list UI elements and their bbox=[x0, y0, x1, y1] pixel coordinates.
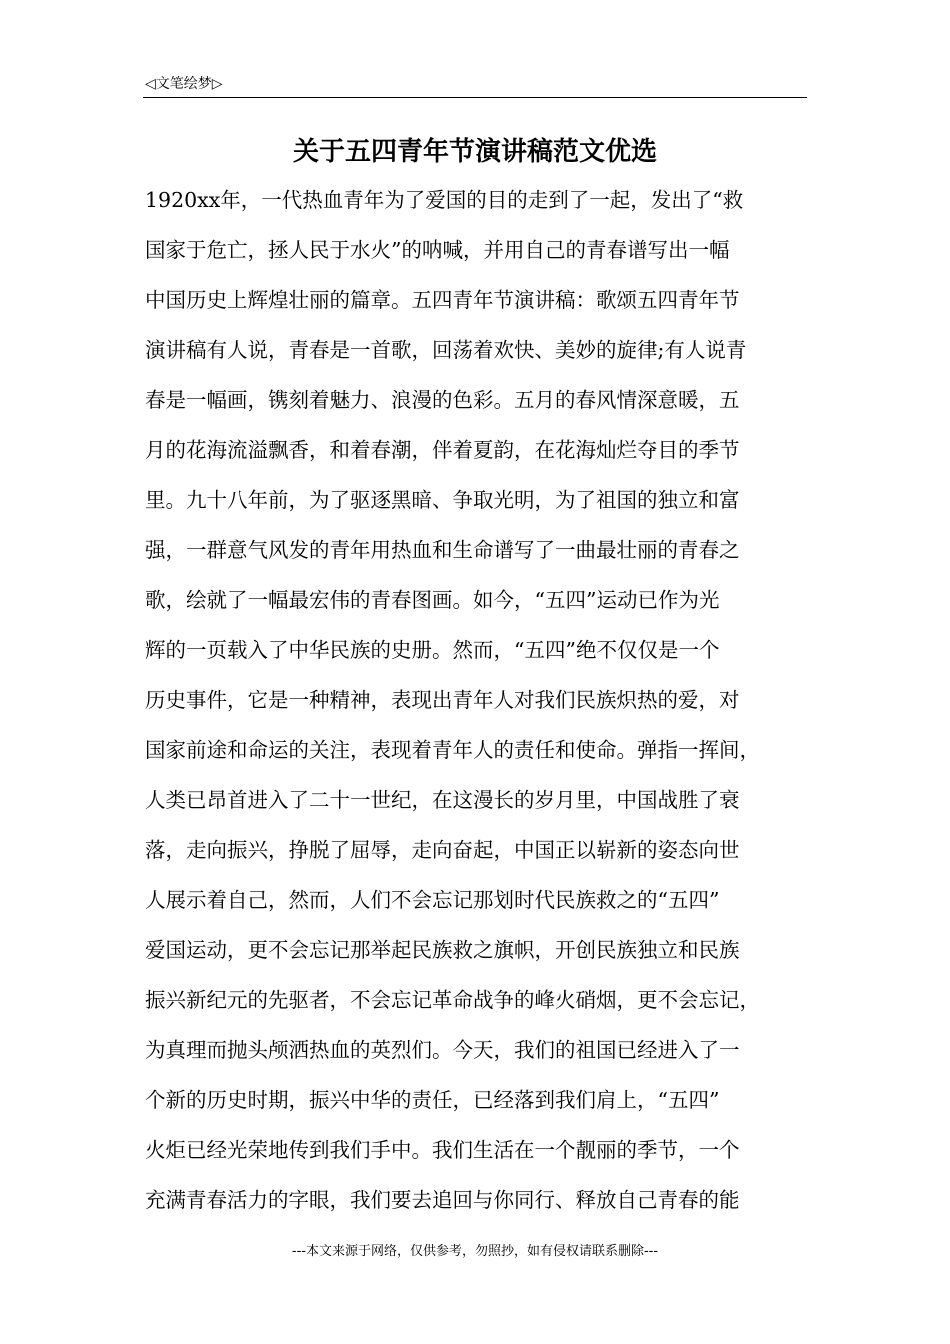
body-line: 爱国运动，更不会忘记那举起民族救之旗帜，开创民族独立和民族 bbox=[145, 938, 740, 962]
body-line: 国家于危亡，拯人民于水火”的呐喊，并用自己的青春谱写出一幅 bbox=[145, 238, 730, 262]
body-line: 人类已昂首进入了二十一世纪，在这漫长的岁月里，中国战胜了衰 bbox=[145, 788, 740, 812]
body-line: 春是一幅画，镌刻着魅力、浪漫的色彩。五月的春风情深意暖，五 bbox=[145, 388, 740, 412]
body-line: 辉的一页载入了中华民族的史册。然而，“五四”绝不仅仅是一个 bbox=[145, 638, 720, 662]
body-text bbox=[145, 180, 815, 1230]
body-line: 强，一群意气风发的青年用热血和生命谱写了一曲最壮丽的青春之 bbox=[145, 538, 740, 562]
body-line: 月的花海流溢飘香，和着春潮，伴着夏韵，在花海灿烂夺目的季节 bbox=[145, 438, 740, 462]
body-line: 火炬已经光荣地传到我们手中。我们生活在一个靓丽的季节，一个 bbox=[145, 1138, 740, 1162]
body-line: 中国历史上辉煌壮丽的篇章。五四青年节演讲稿：歌颂五四青年节 bbox=[145, 288, 740, 312]
body-line: 国家前途和命运的关注，表现着青年人的责任和使命。弹指一挥间， bbox=[145, 738, 760, 762]
body-line: 充满青春活力的字眼，我们要去追回与你同行、释放自己青春的能 bbox=[145, 1188, 740, 1212]
body-line: 歌，绘就了一幅最宏伟的青春图画。如今，“五四”运动已作为光 bbox=[145, 588, 720, 612]
body-line: 个新的历史时期，振兴中华的责任，已经落到我们肩上，“五四” bbox=[145, 1088, 720, 1112]
body-line: 为真理而抛头颅洒热血的英烈们。今天，我们的祖国已经进入了一 bbox=[145, 1038, 740, 1062]
document-title: 关于五四青年节演讲稿范文优选 bbox=[292, 137, 657, 167]
body-line: 演讲稿有人说，青春是一首歌，回荡着欢快、美妙的旋律;有人说青 bbox=[145, 338, 747, 362]
body-line: 振兴新纪元的先驱者，不会忘记革命战争的峰火硝烟，更不会忘记， bbox=[145, 988, 760, 1012]
body-line: 1920xx年，一代热血青年为了爱国的目的走到了一起，发出了“救 bbox=[145, 188, 744, 212]
header-label: ◁文笔绘梦▷ bbox=[145, 76, 223, 92]
footer-disclaimer: ---本文来源于网络，仅供参考，勿照抄，如有侵权请联系删除--- bbox=[291, 1244, 659, 1259]
header-divider bbox=[143, 97, 807, 98]
body-line: 里。九十八年前，为了驱逐黑暗、争取光明，为了祖国的独立和富 bbox=[145, 488, 740, 512]
body-line: 人展示着自己，然而，人们不会忘记那划时代民族救之的“五四” bbox=[145, 888, 720, 912]
body-line: 历史事件，它是一种精神，表现出青年人对我们民族炽热的爱，对 bbox=[145, 688, 740, 712]
body-line: 落，走向振兴，挣脱了屈辱，走向奋起，中国正以崭新的姿态向世 bbox=[145, 838, 740, 862]
